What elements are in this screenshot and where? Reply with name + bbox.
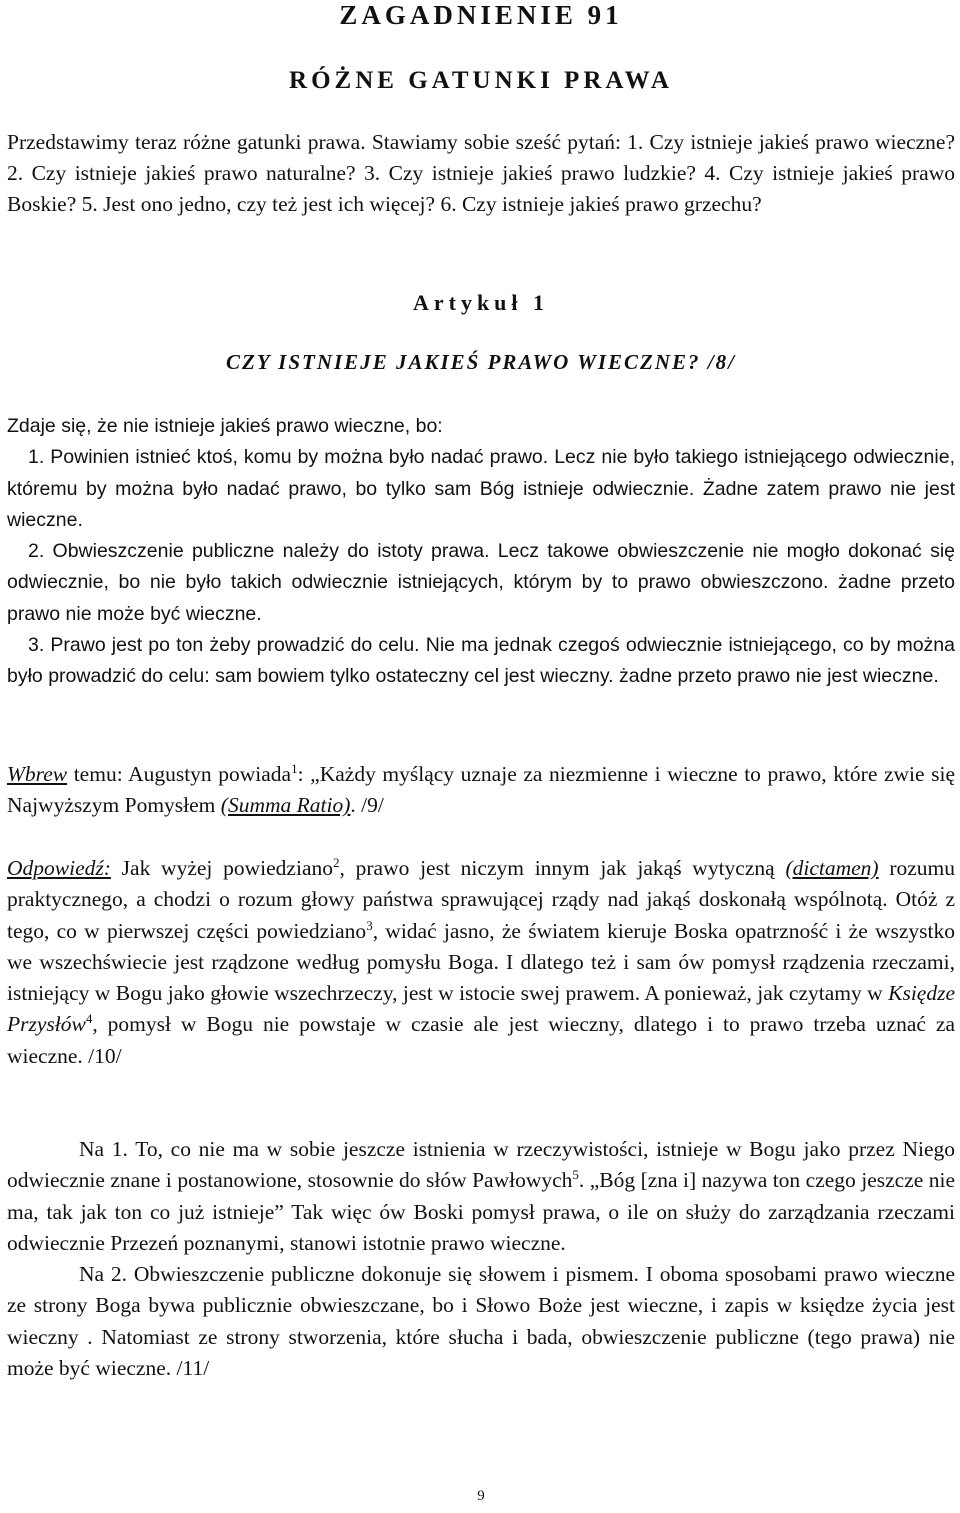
sed-contra-paragraph [7, 759, 955, 822]
response-book-title: Księdze Przysłów [7, 981, 955, 1037]
footnote-ref-2[interactable]: 2 [333, 854, 340, 870]
sed-contra-end: . /9/ [350, 793, 384, 818]
replies-section [7, 1134, 955, 1384]
response-paragraph [7, 853, 955, 1072]
reply-1-quote: . „Bóg [zna i] nazywa ton czego jeszcze nie ma, tak jak ton co już istnieje” Tak więc ów Boski pomysł prawa, o ile on służy do zarządzania rzeczami odwiecznie Przezeń poznanymi, stanowi istotnie prawo wieczne. [7, 1168, 955, 1255]
objections-lead: Zdaje się, że nie istnieje jakieś prawo wieczne, bo: [7, 415, 443, 437]
sed-contra-quote: : „Każdy myślący uznaje za niezmienne i wieczne to prawo, które zwie się Najwyższym Pomysłem [7, 762, 956, 818]
response-text-5: , pomysł w Bogu nie powstaje w czasie ale jest wieczny, dlatego i to prawo trzeba uznać za wieczne. /10/ [7, 1012, 955, 1068]
objection-1: 1. Powinien istnieć ktoś, komu by można było nadać prawo. Lecz nie było takiego istniejącego odwiecznie, któremu by można było nadać prawo, bo tylko sam Bóg istnieje odwiecznie. Żadne zatem prawo nie jest wieczne. [7, 446, 955, 531]
sed-contra-text: temu: Augustyn powiada [67, 762, 292, 786]
footnote-ref-3[interactable]: 3 [366, 917, 373, 933]
footnote-ref-1[interactable]: 1 [291, 760, 298, 776]
reply-2: Na 2. Obwieszczenie publiczne dokonuje się słowem i pismem. I oboma sposobami prawo wieczne ze strony Boga bywa publicznie obwieszczane, bo i Słowo Boże jest wieczne, i zapis w księdze życia jest wieczny . Natomiast ze strony stworzenia, które słucha i bada, obwieszczenie publiczne (tego prawa) nie może być wieczne. /11/ [7, 1262, 955, 1381]
article-title: Artykuł 1 [412, 290, 550, 315]
response-section [7, 853, 955, 1072]
reply-1 [7, 1134, 955, 1259]
response-text-4: , widać jasno, że światem kieruje Boska opatrzność i że wszystko we wszechświecie jest rządzone według pomysłu Boga. I dlatego też i sam ów pomysł rządzenia rzeczami, istniejący w Bogu jako głowie wszechrzeczy, jest w istocie swej prawem. A ponieważ, jak czytamy w [7, 918, 956, 1006]
chapter-subtitle: RÓŻNE GATUNKI PRAWA [289, 67, 673, 94]
intro-paragraph: Przedstawimy teraz różne gatunki prawa. Stawiamy sobie sześć pytań: 1. Czy istnieje jakieś prawo wieczne? 2. Czy istnieje jakieś prawo naturalne? 3. Czy istnieje jakieś prawo ludzkie? 4. Czy istnieje jakieś prawo Boskie? 5. Jest ono jedno, czy też jest ich więcej? 6. Czy istnieje jakieś prawo grzechu? [7, 130, 955, 216]
page-number: 9 [477, 1488, 485, 1504]
objections-section [7, 411, 955, 693]
footnote-ref-5[interactable]: 5 [572, 1167, 579, 1183]
document-page [7, 0, 955, 1513]
reply-1-text: Na 1. To, co nie ma w sobie jeszcze istnienia w rzeczywistości, istnieje w Bogu jako przez Niego odwiecznie znane i postanowione, stosownie do słów Pawłowych [7, 1137, 955, 1193]
response-text-1: Jak wyżej powiedziano [110, 856, 333, 880]
objection-3: 3. Prawo jest po ton żeby prowadzić do celu. Nie ma jednak czegoś odwiecznie istniejącego, co by można było prowadzić do celu: sam bowiem tylko ostateczny cel jest wieczny. żadne przeto prawo nie jest wieczne. [7, 634, 955, 688]
sed-contra-section [7, 759, 955, 822]
objection-2: 2. Obwieszczenie publiczne należy do istoty prawa. Lecz takowe obwieszczenie nie mogło dokonać się odwiecznie, bo nie było takich odwiecznie istniejących, którym by to prawo obwieszczono. żadne przeto prawo nie może być wieczne. [7, 540, 955, 625]
footnote-ref-4[interactable]: 4 [85, 1011, 93, 1027]
response-latin-term: (dictamen) [785, 856, 879, 880]
chapter-title: ZAGADNIENIE 91 [339, 0, 623, 30]
sed-contra-latin: (Summa Ratio) [220, 793, 351, 818]
response-keyword: Odpowiedź: [7, 856, 111, 880]
sed-contra-keyword: Wbrew [7, 762, 68, 786]
article-question: CZY ISTNIEJE JAKIEŚ PRAWO WIECZNE? /8/ [226, 350, 736, 374]
response-text-2: , prawo jest niczym innym jak jakąś wytyczną [339, 856, 786, 880]
response-text-3: rozumu praktycznego, a chodzi o rozum głowy państwa sprawującej rządy nad jakąś doskonałą wspólnotą. Otóż z tego, co w pierwszej części powiedziano [7, 856, 955, 943]
